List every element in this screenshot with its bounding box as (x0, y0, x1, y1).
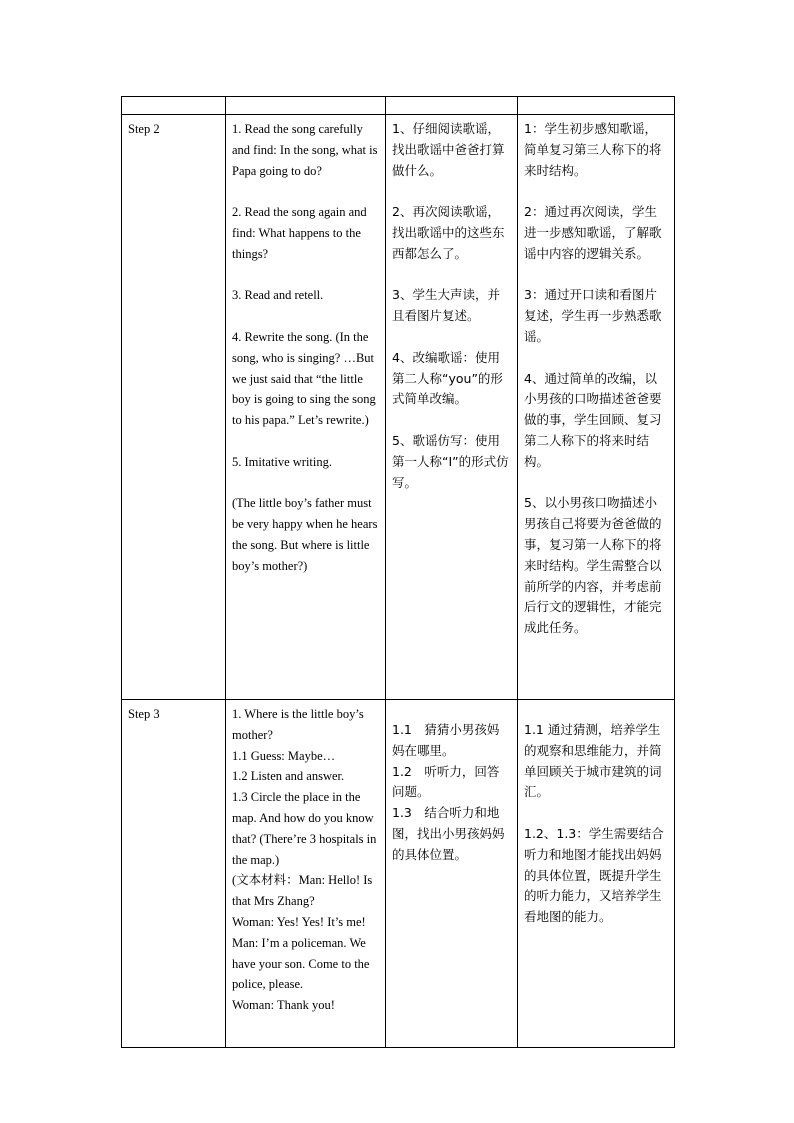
activity-item: (文本材料：Man: Hello! Is that Mrs Zhang? (232, 873, 373, 909)
lesson-plan-table (121, 96, 675, 1048)
activities-cell (226, 700, 386, 1048)
activity-item: 3. Read and retell. (232, 288, 324, 303)
activity-item: Man: I’m a policeman. We have your son. Come to the police, please. (232, 935, 370, 992)
purpose-item: 1：学生初步感知歌谣，简单复习第三人称下的将来时结构。 (524, 121, 662, 178)
activity-item: 5. Imitative writing. (232, 454, 332, 469)
student-tasks-cell (386, 700, 518, 1048)
task-item: 1.3 结合听力和地图，找出小男孩妈妈的具体位置。 (392, 805, 505, 862)
purposes-cell (518, 700, 675, 1048)
task-item: 1、仔细阅读歌谣，找出歌谣中爸爸打算做什么。 (392, 121, 505, 178)
purpose-item: 1.2、1.3：学生需要结合听力和地图才能找出妈妈的具体位置，既提升学生的听力能力，又培养学生看地图的能力。 (524, 825, 664, 925)
activity-item: Woman: Thank you! (232, 998, 335, 1013)
header-cell (386, 97, 518, 115)
task-item: 3、学生大声读，并且看图片复述。 (392, 287, 500, 324)
activity-item: 1. Where is the little boy’s mother? (232, 707, 364, 742)
task-item: 1.1 猜猜小男孩妈妈在哪里。 (392, 722, 500, 758)
header-cell (122, 97, 226, 115)
activity-item: (The little boy’s father must be very happy when he hears the song. But where is little boy’s mother?) (232, 496, 378, 573)
activities-cell (226, 115, 386, 700)
activity-item: Woman: Yes! Yes! It’s me! (232, 914, 366, 929)
task-item: 1.2 听听力，回答问题。 (392, 763, 500, 800)
table-row-step3 (122, 700, 675, 1048)
table-header-row (122, 97, 675, 115)
purpose-item: 5、以小男孩口吻描述小男孩自己将要为爸爸做的事，复习第一人称下的将来时结构。学生需整合以前所学的内容，并考虑前后行文的逻辑性，才能完成此任务。 (524, 495, 662, 636)
step-label: Step 2 (122, 115, 226, 700)
activity-item: 2. Read the song again and find: What happens to the things? (232, 205, 367, 261)
table-row-step2 (122, 115, 675, 700)
activity-item: 1.2 Listen and answer. (232, 769, 345, 784)
purpose-item: 2：通过再次阅读，学生进一步感知歌谣，了解歌谣中内容的逻辑关系。 (524, 204, 662, 261)
task-item: 2、再次阅读歌谣，找出歌谣中的这些东西都怎么了。 (392, 204, 505, 261)
activity-item: 1.3 Circle the place in the map. And how do you know that? (There’re 3 hospitals in the map.) (232, 790, 377, 867)
activity-item: 4. Rewrite the song. (In the song, who is singing? …But we just said that “the little boy is going to sing the song to his papa.” Let’s rewrite.) (232, 329, 376, 428)
header-cell (226, 97, 386, 115)
purpose-item: 1.1 通过猜测，培养学生的观察和思维能力，并简单回顾关于城市建筑的词汇。 (524, 722, 662, 800)
purpose-item: 3：通过开口读和看图片复述，学生再一步熟悉歌谣。 (524, 287, 662, 344)
purpose-item: 4、通过简单的改编，以小男孩的口吻描述爸爸要做的事，学生回顾、复习第二人称下的将来时结构。 (524, 370, 662, 469)
task-item: 4、改编歌谣：使用第二人称“you”的形式简单改编。 (392, 349, 503, 407)
activity-item: 1. Read the song carefully and find: In the song, what is Papa going to do? (232, 122, 378, 178)
activity-item: 1.1 Guess: Maybe… (232, 748, 336, 763)
header-cell (518, 97, 675, 115)
student-tasks-cell (386, 115, 518, 700)
step-label: Step 3 (122, 700, 226, 1048)
task-item: 5、歌谣仿写：使用第一人称“I”的形式仿写。 (392, 432, 509, 490)
purposes-cell (518, 115, 675, 700)
